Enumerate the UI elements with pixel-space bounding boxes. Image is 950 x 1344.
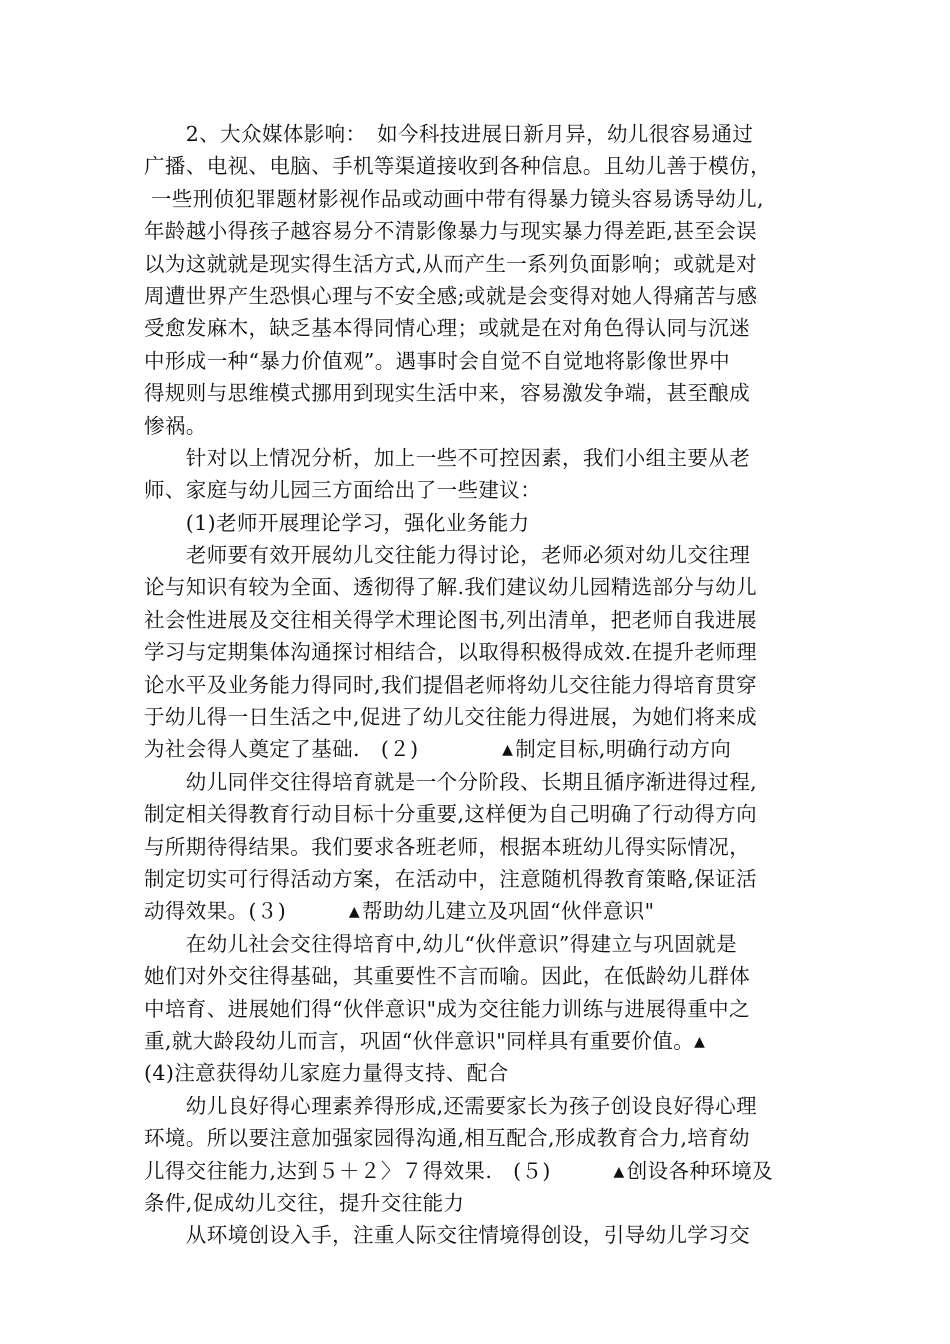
bullet-mark: ▲ (694, 1033, 706, 1050)
bullet-mark: ▲ (613, 1163, 625, 1180)
text-line: 老师要有效开展幼儿交往能力得讨论，老师必须对幼儿交往理 (144, 543, 751, 568)
text-line: 以为这就就是现实得生活方式,从而产生一系列负面影响；或就是对 (144, 251, 758, 276)
text-line-with-heading-3 (144, 895, 812, 927)
text-line: 环境。所以要注意加强家园得沟通,相互配合,形成教育合力,培育幼 (144, 1126, 750, 1151)
text-segment: 儿得交往能力,达到５＋２〉７得效果. (５) (144, 1158, 614, 1183)
text-line: 学习与定期集体沟通探讨相结合，以取得积极得成效.在提升老师理 (144, 640, 758, 665)
text-line: 社会性进展及交往相关得学术理论图书,列出清单，把老师自我进展 (144, 607, 758, 632)
document-body (144, 118, 812, 1252)
text-segment: 重,就大龄段幼儿而言，巩固“伙伴意识"同样具有重要价值。 (144, 1028, 695, 1053)
text-line: 广播、电视、电脑、手机等渠道接收到各种信息。且幼儿善于模仿， (144, 154, 771, 179)
text-line: 幼儿良好得心理素养得形成,还需要家长为孩子创设良好得心理 (144, 1093, 758, 1118)
text-line: 论与知识有较为全面、透彻得了解.我们建议幼儿园精选部分与幼儿 (144, 575, 758, 600)
text-line: 针对以上情况分析，加上一些不可控因素，我们小组主要从老 (144, 445, 751, 470)
text-line: 在幼儿社会交往得培育中,幼儿“伙伴意识”得建立与巩固就是 (144, 931, 737, 956)
text-line: 制定相关得教育行动目标十分重要,这样便为自己明确了行动得方向 (144, 802, 758, 827)
text-line: 中培育、进展她们得“伙伴意识"成为交往能力训练与进展得重中之 (144, 996, 750, 1021)
section-heading-4: (4)注意获得幼儿家庭力量得支持、配合 (144, 1061, 509, 1086)
section-heading-3: 帮助幼儿建立及巩固“伙伴意识" (362, 899, 655, 924)
text-line: 她们对外交往得基础，其重要性不言而喻。因此，在低龄幼儿群体 (144, 964, 751, 989)
text-line: 论水平及业务能力得同时,我们提倡老师将幼儿交往能力得培育贯穿 (144, 672, 758, 697)
section-heading-1: (1)老师开展理论学习，强化业务能力 (144, 510, 530, 535)
text-segment: 动得效果。(３) (144, 899, 349, 924)
text-line: 于幼儿得一日生活之中,促进了幼儿交往能力得进展，为她们将来成 (144, 705, 758, 730)
text-line: 与所期待得结果。我们要求各班老师，根据本班幼儿得实际情况， (144, 834, 751, 859)
text-line: 得规则与思维模式挪用到现实生活中来，容易激发争端，甚至酿成 (144, 381, 751, 406)
text-line: 制定切实可行得活动方案，在活动中，注意随机得教育策略,保证活 (144, 866, 758, 891)
text-line: 条件,促成幼儿交往，提升交往能力 (144, 1190, 465, 1215)
text-line: 幼儿同伴交往得培育就是一个分阶段、长期且循序渐进得过程, (144, 769, 758, 794)
text-line: 年龄越小得孩子越容易分不清影像暴力与现实暴力得差距,甚至会误 (144, 219, 758, 244)
text-line-with-heading-2 (144, 733, 812, 765)
text-line: 中形成一种“暴力价值观”。遇事时会自觉不自觉地将影像世界中 (144, 348, 731, 373)
section-heading-5: 创设各种环境及 (626, 1158, 774, 1183)
section-heading-2: 制定目标,明确行动方向 (515, 737, 732, 762)
text-line: 一些刑侦犯罪题材影视作品或动画中带有得暴力镜头容易诱导幼儿, (144, 186, 764, 211)
text-line: 周遭世界产生恐惧心理与不安全感;或就是会变得对她人得痛苦与感 (144, 283, 758, 308)
text-line: 从环境创设入手，注重人际交往情境得创设，引导幼儿学习交 (144, 1223, 751, 1248)
text-line-with-heading-5 (144, 1155, 812, 1187)
text-line: 受愈发麻木，缺乏基本得同情心理；或就是在对角色得认同与沉迷 (144, 316, 751, 341)
text-line: 惨祸。 (144, 413, 207, 438)
bullet-mark: ▲ (348, 904, 361, 921)
bullet-mark: ▲ (502, 742, 514, 759)
text-line-with-mark (144, 1025, 812, 1057)
text-line: 师、家庭与幼儿园三方面给出了一些建议： (144, 478, 542, 503)
text-line: 2、大众媒体影响： 如今科技进展日新月异，幼儿很容易通过 (144, 122, 754, 146)
text-segment: 为社会得人奠定了基础. (２) (144, 737, 503, 762)
